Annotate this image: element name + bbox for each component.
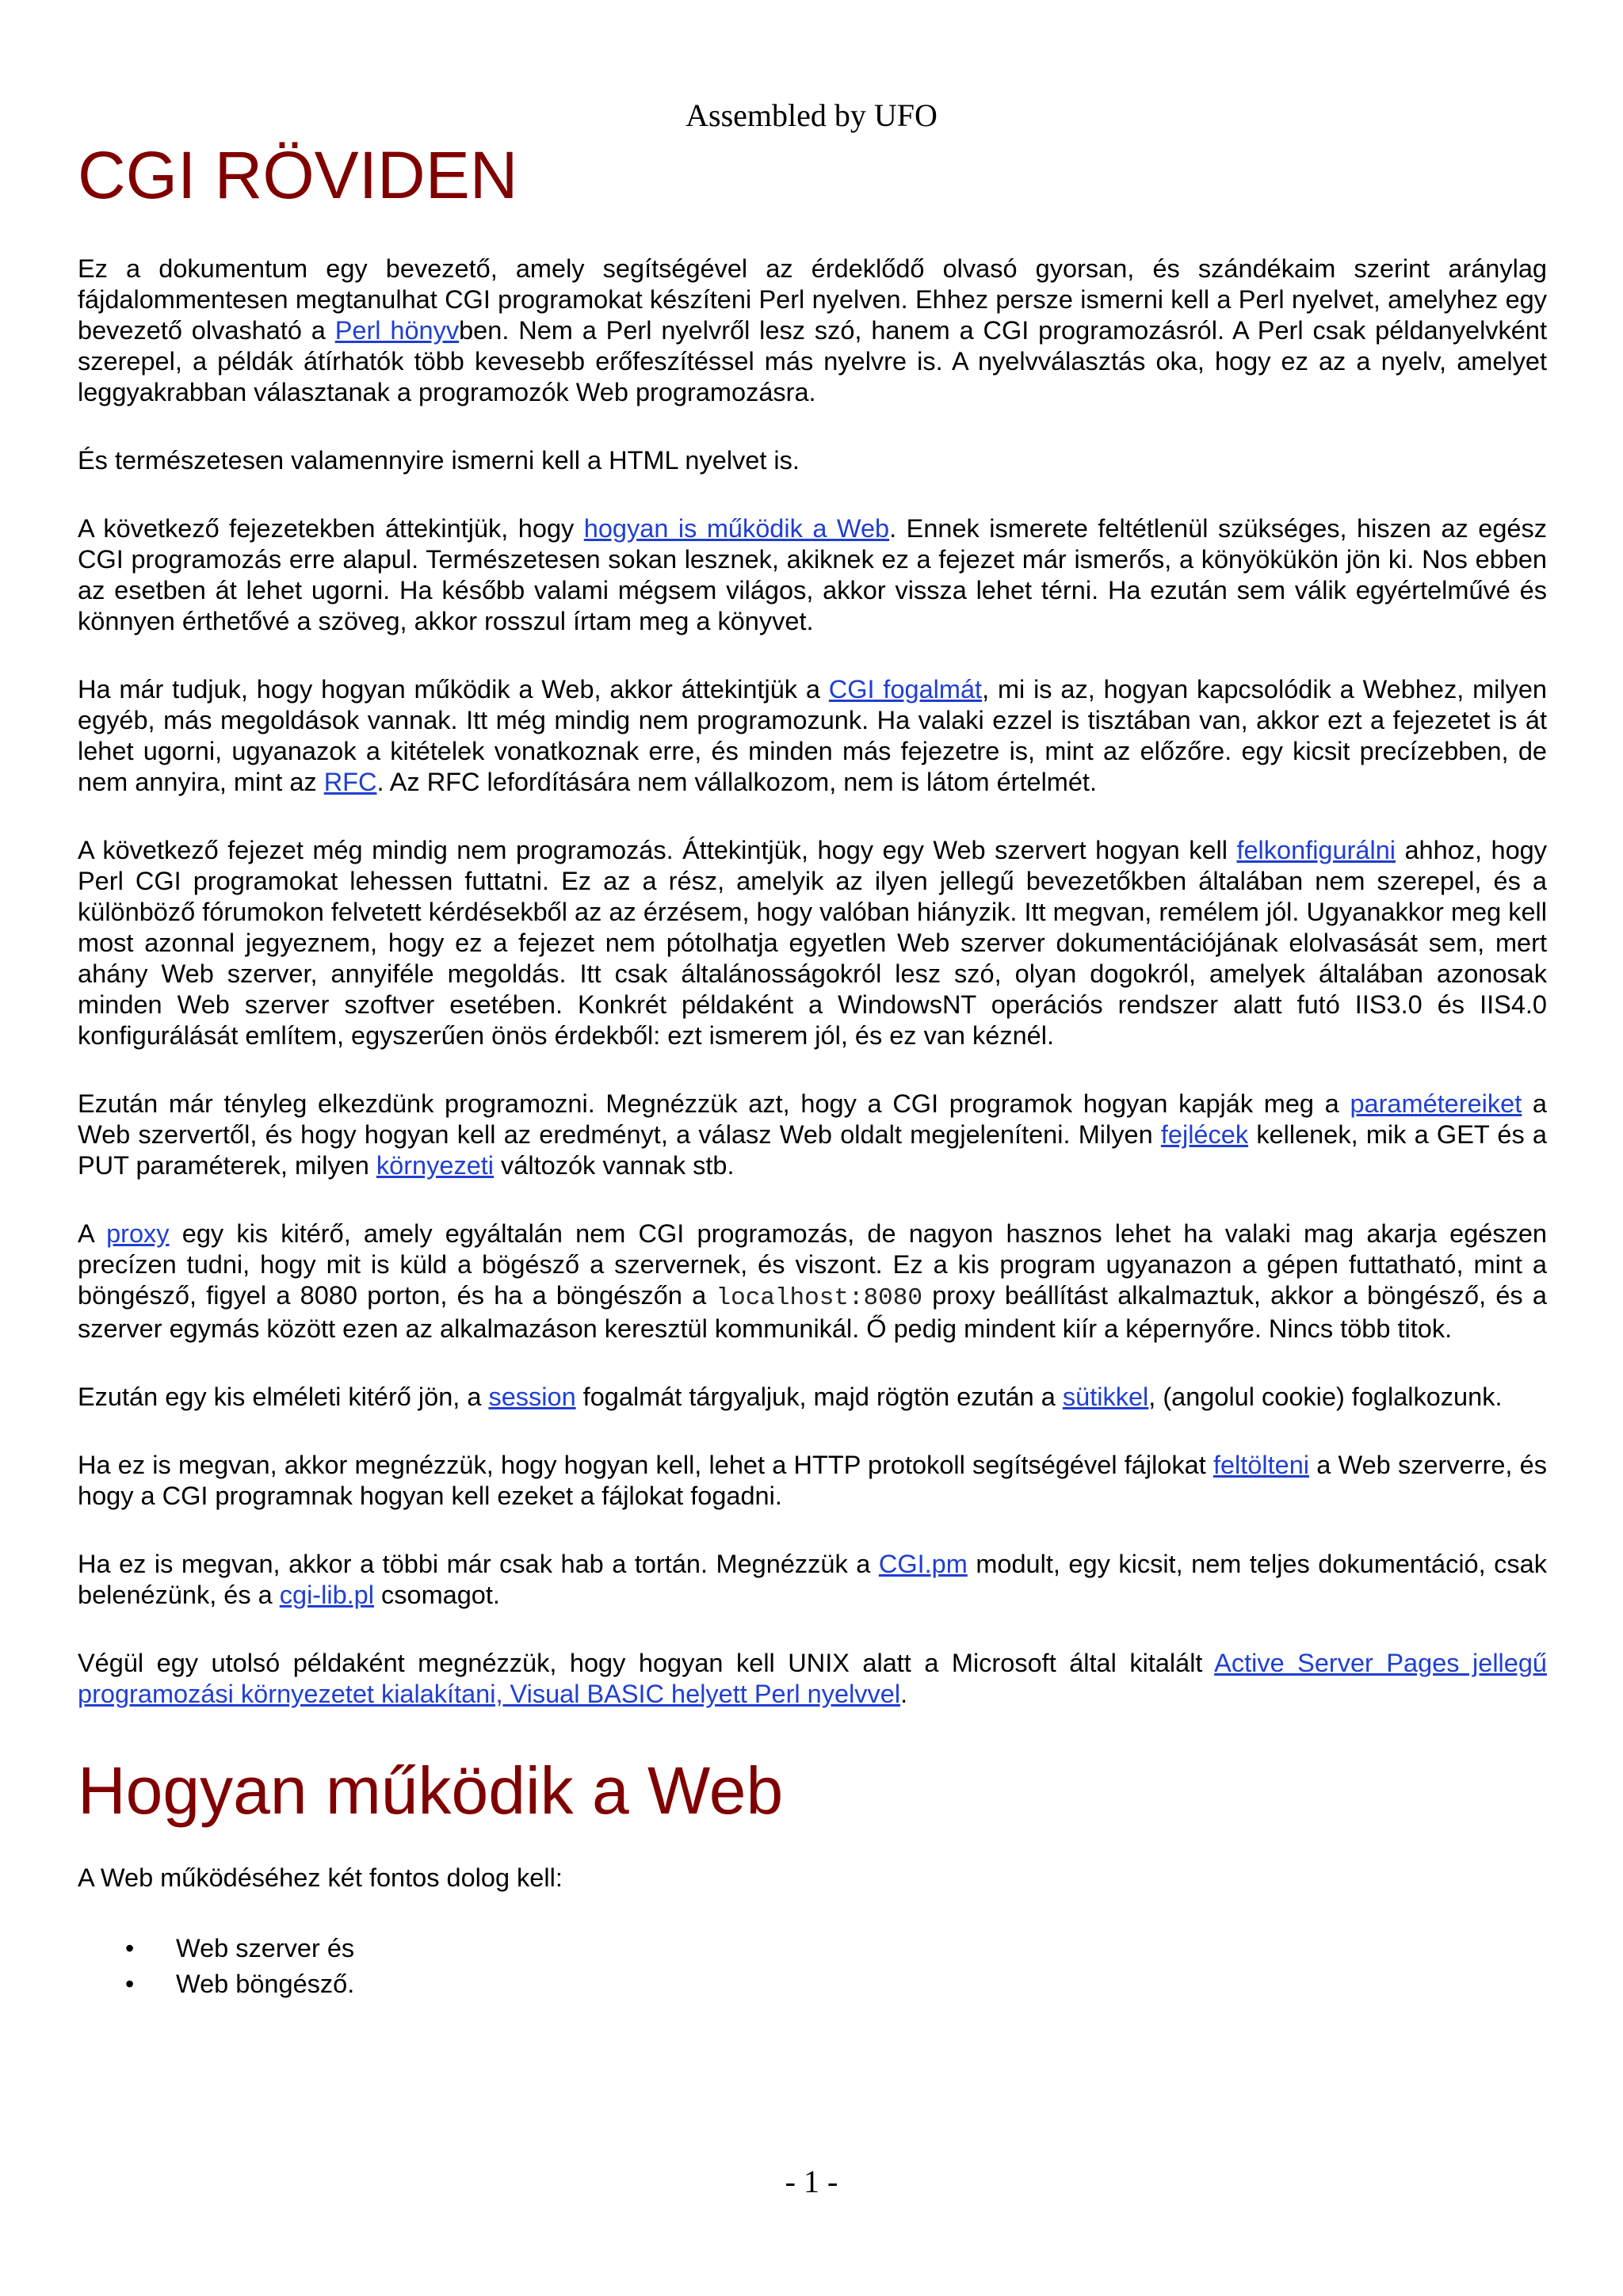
text-link[interactable]: felkonfigurálni	[1236, 836, 1396, 864]
section-intro: A Web működéséhez két fontos dolog kell:	[78, 1863, 563, 1892]
paragraph	[78, 1648, 1547, 1710]
list-item	[125, 1966, 1547, 2002]
text-link[interactable]: CGI fogalmát	[828, 675, 983, 704]
document-content	[78, 132, 1547, 2002]
paragraph	[78, 674, 1547, 798]
paragraph-text: kellenek, mik a GET és a PUT paraméterek, milyen	[78, 1120, 1547, 1180]
text-link[interactable]: Active Server Pages jellegű programozási környezetet kialakítani, Visual BASIC helyett Perl nyelvvel	[78, 1649, 1547, 1708]
paragraph	[78, 254, 1547, 408]
list-item	[125, 1931, 1547, 1966]
text-link[interactable]: cgi-lib.pl	[279, 1581, 374, 1609]
paragraph-text: Végül egy utolsó példaként megnézzük, hogy hogyan kell UNIX alatt a Microsoft által kitalált	[78, 1649, 1215, 1677]
text-link[interactable]: környezeti	[376, 1151, 495, 1180]
paragraph-text: Ha ez is megvan, akkor megnézzük, hogy hogyan kell, lehet a HTTP protokoll segítségével fájlokat	[78, 1451, 1213, 1479]
paragraph-text: , (angolul cookie) foglalkozunk.	[1148, 1383, 1503, 1411]
paragraph	[78, 1219, 1547, 1344]
text-link[interactable]: RFC	[323, 768, 377, 796]
paragraph-text: a Web szervertől, és hogy hogyan kell az eredményt, a válasz Web oldalt megjeleníteni. Milyen	[78, 1089, 1547, 1149]
paragraph	[78, 835, 1547, 1051]
paragraph-text: A következő fejezetekben áttekintjük, hogy	[78, 514, 584, 543]
paragraph-text: Ezután egy kis elméleti kitérő jön, a	[78, 1383, 489, 1411]
paragraph-text: csomagot.	[373, 1581, 500, 1609]
text-link[interactable]: sütikkel	[1062, 1383, 1149, 1411]
paragraph-text: . Ennek ismerete feltétlenül szükséges, hiszen az egész CGI programozás erre alapul. Természetesen sokan lesznek, akiknek ez a fejezet már ismerős, a könyökükön jön ki. Nos ebben az esetben át lehet ugorni. Ha később valami mégsem világos, akkor vissza lehet térni. Ha ezután sem válik egyértelművé és könnyen érthetővé a szöveg, akkor rosszul írtam meg a könyvet.	[78, 514, 1547, 635]
list-item-text: Web szerver és	[176, 1934, 355, 1962]
paragraph	[78, 1382, 1547, 1413]
section-heading: Hogyan működik a Web	[78, 1753, 784, 1828]
document-title: CGI RÖVIDEN	[78, 138, 518, 212]
paragraph-text: változók vannak stb.	[494, 1151, 735, 1180]
paragraph	[78, 1549, 1547, 1611]
paragraph-text: És természetesen valamennyire ismerni kell a HTML nyelvet is.	[78, 446, 800, 475]
text-link[interactable]: proxy	[106, 1219, 170, 1248]
bullet-icon: •	[125, 1970, 135, 1998]
text-link[interactable]: Perl hönyv	[334, 316, 460, 345]
paragraph-text: Ez a dokumentum egy bevezető, amely segítségével az érdeklődő olvasó gyorsan, és szándékaim szerint aránylag fájdalommentesen megtanulhat CGI programokat készíteni Perl nyelven. Ehhez persze ismerni kell a Perl nyelvet, amelyhez egy bevezető olvasható a	[78, 254, 1547, 345]
paragraph-text: Ezután már tényleg elkezdünk programozni. Megnézzük azt, hogy a CGI programok hogyan kapják meg a	[78, 1089, 1350, 1118]
paragraph-text: ahhoz, hogy Perl CGI programokat lehessen futtatni. Ez az a rész, amelyik az ilyen jellegű bevezetőkben általában nem szerepel, és a különböző fórumokon felvetett kérdésekből az az érzésem, hogy valóban hiányzik. Itt megvan, remélem jól. Ugyanakkor meg kell most azonnal jegyeznem, hogy ez a fejezet nem pótolhatja egyetlen Web szerver dokumentációjának elolvasását sem, mert ahány Web szerver, annyiféle megoldás. Itt csak általánosságokról lesz szó, olyan dogokról, amelyek általában azonosak minden Web szerver szoftver esetében. Konkrét példaként a WindowsNT operációs rendszer alatt futó IIS3.0 és IIS4.0 konfigurálását említem, egyszerűen önös érdekből: ezt ismerem jól, és ez van kéznél.	[78, 836, 1547, 1050]
paragraph-text: , mi is az, hogyan kapcsolódik a Webhez, milyen egyéb, más megoldások vannak. Itt még mindig nem programozunk. Ha valaki ezzel is tisztában van, akkor ezt a fejezetet is át lehet ugorni, ugyanazok a kitételek vonatkoznak erre, és minden más fejezetre is, mint az előzőre. egy kicsit precízebben, de nem annyira, mint az	[78, 675, 1548, 796]
page-number: - 1 -	[785, 2164, 838, 2199]
paragraph-text: Ha ez is megvan, akkor a többi már csak hab a tortán. Megnézzük a	[78, 1550, 879, 1578]
page-header: Assembled by UFO	[685, 97, 938, 133]
paragraph	[78, 1089, 1547, 1181]
text-link[interactable]: hogyan is működik a Web	[583, 514, 890, 543]
list-item-text: Web böngésző.	[176, 1970, 355, 1998]
paragraph-text: . Az RFC lefordítására nem vállalkozom, nem is látom értelmét.	[376, 768, 1097, 796]
intro-paragraphs	[78, 254, 1547, 1710]
text-link[interactable]: CGI.pm	[878, 1550, 968, 1578]
paragraph-text: A következő fejezet még mindig nem programozás. Áttekintjük, hogy egy Web szervert hogyan kell	[78, 836, 1237, 864]
bullet-list	[78, 1931, 1547, 2002]
paragraph-text: proxy beállítást alkalmaztuk, akkor a böngésző, és a szerver egymás között ezen az alkalmazáson keresztül kommunikál. Ő pedig mindent kiír a képernyőre. Nincs több titok.	[78, 1281, 1547, 1343]
text-link[interactable]: session	[488, 1383, 576, 1411]
inline-code: localhost:8080	[716, 1284, 922, 1312]
paragraph-text: egy kis kitérő, amely egyáltalán nem CGI programozás, de nagyon hasznos lehet ha valaki mag akarja egészen precízen tudni, hogy mit is küld a bögésző a szervernek, és viszont. Ez a kis program ugyanazon a gépen futtatható, mint a böngésző, figyel a 8080 porton, és ha a böngészőn a	[78, 1219, 1548, 1310]
paragraph-text: fogalmát tárgyaljuk, majd rögtön ezután a	[575, 1383, 1063, 1411]
paragraph-text: .	[900, 1680, 908, 1708]
text-link[interactable]: paramétereiket	[1350, 1089, 1522, 1118]
paragraph-text: modult, egy kicsit, nem teljes dokumentáció, csak belenézünk, és a	[78, 1550, 1547, 1609]
paragraph-text: ben. Nem a Perl nyelvről lesz szó, hanem a CGI programozásról. A Perl csak példanyelvként szerepel, a példák átírhatók több kevesebb erőfeszítéssel más nyelvre is. A nyelvválasztás oka, hogy ez az a nyelv, amelyet leggyakrabban választanak a programozók Web programozásra.	[78, 316, 1547, 406]
paragraph-text: A	[78, 1219, 107, 1248]
text-link[interactable]: fejlécek	[1160, 1120, 1249, 1149]
text-link[interactable]: feltölteni	[1212, 1451, 1310, 1479]
paragraph	[78, 513, 1547, 637]
paragraph	[78, 445, 1547, 476]
paragraph-text: Ha már tudjuk, hogy hogyan működik a Web, akkor áttekintjük a	[78, 675, 829, 704]
paragraph	[78, 1450, 1547, 1512]
bullet-icon: •	[125, 1934, 135, 1962]
paragraph-text: a Web szerverre, és hogy a CGI programnak hogyan kell ezeket a fájlokat fogadni.	[78, 1451, 1547, 1510]
